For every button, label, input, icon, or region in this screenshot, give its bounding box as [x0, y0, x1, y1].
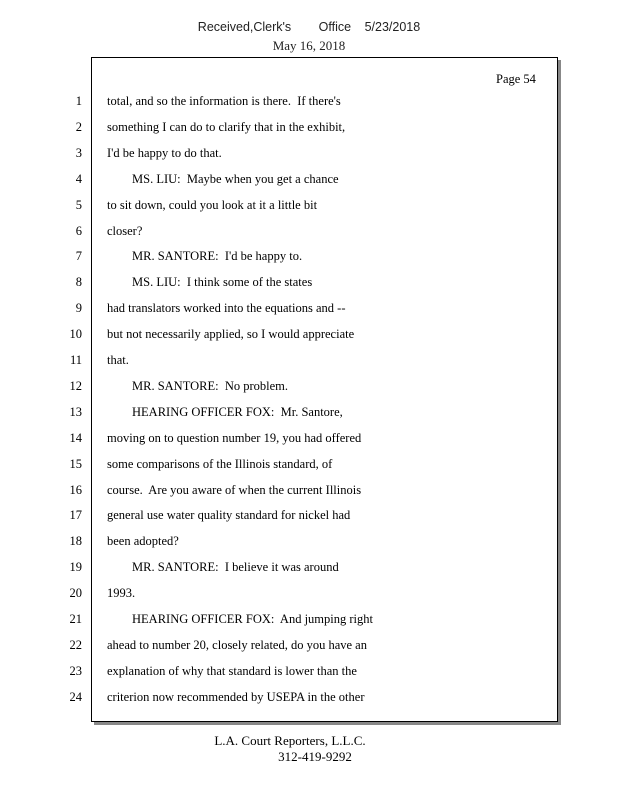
line-text: something I can do to clarify that in the exhibit,	[107, 119, 346, 134]
line-number: 18	[69, 534, 82, 549]
line-text: HEARING OFFICER FOX: Mr. Santore,	[107, 404, 343, 419]
line-number: 24	[69, 689, 82, 704]
line-text: MS. LIU: Maybe when you get a chance	[107, 171, 339, 186]
line-number: 14	[69, 430, 82, 445]
line-text: explanation of why that standard is lower than the	[107, 663, 357, 678]
line-number: 16	[69, 482, 82, 497]
transcript-line	[0, 560, 618, 580]
line-text: 1993.	[107, 586, 136, 601]
line-number: 7	[75, 249, 82, 264]
line-number: 10	[69, 327, 82, 342]
received-date: 5/23/2018	[364, 20, 421, 34]
transcript-line	[0, 275, 618, 295]
received-stamp	[0, 20, 618, 34]
line-text: that.	[107, 353, 129, 367]
line-number: 8	[75, 275, 82, 290]
line-number: 6	[75, 223, 82, 238]
line-text: moving on to question number 19, you had offered	[107, 430, 362, 445]
transcript-line	[0, 172, 618, 192]
transcript-line	[0, 405, 618, 425]
transcript-line	[0, 224, 618, 244]
line-text: course. Are you aware of when the current Illinois	[107, 482, 362, 497]
line-number: 20	[69, 586, 82, 601]
transcript-line	[0, 379, 618, 399]
line-text: MR. SANTORE: I believe it was around	[107, 560, 339, 575]
transcript-line	[0, 483, 618, 503]
transcript-line	[0, 94, 618, 114]
transcript-line	[0, 327, 618, 347]
line-text: some comparisons of the Illinois standard, of	[107, 456, 333, 471]
transcript-line	[0, 120, 618, 140]
line-number: 9	[75, 301, 82, 316]
line-number: 1	[75, 94, 82, 108]
line-number: 2	[75, 119, 82, 134]
footer-company: L.A. Court Reporters, L.L.C.	[214, 733, 366, 748]
line-text: criterion now recommended by USEPA in the other	[107, 689, 365, 704]
line-text: general use water quality standard for nickel had	[107, 508, 351, 523]
transcript-date: May 16, 2018	[272, 38, 346, 53]
transcript-line	[0, 249, 618, 269]
line-text: but not necessarily applied, so I would appreciate	[107, 327, 355, 342]
line-text: to sit down, could you look at it a little bit	[107, 197, 318, 212]
line-number: 19	[69, 560, 82, 575]
transcript-line	[0, 534, 618, 554]
line-text: MR. SANTORE: No problem.	[107, 378, 289, 393]
transcript-line	[0, 146, 618, 166]
transcript-line	[0, 457, 618, 477]
line-number: 3	[75, 145, 82, 160]
line-text: MS. LIU: I think some of the states	[107, 275, 313, 290]
transcript-line	[0, 638, 618, 658]
line-number: 21	[69, 612, 82, 626]
transcript-line	[0, 353, 618, 373]
line-number: 15	[69, 456, 82, 471]
transcript-line	[0, 664, 618, 684]
transcript-line	[0, 431, 618, 451]
line-text: had translators worked into the equations and --	[107, 301, 346, 316]
line-number: 22	[69, 637, 82, 652]
footer-phone: 312-419-9292	[278, 749, 352, 764]
line-text: HEARING OFFICER FOX: And jumping right	[107, 612, 373, 626]
line-text: total, and so the information is there. If there's	[107, 94, 341, 108]
transcript-line	[0, 198, 618, 218]
line-text: been adopted?	[107, 534, 179, 549]
line-number: 4	[75, 171, 82, 186]
transcript-line	[0, 301, 618, 321]
transcript-line	[0, 508, 618, 528]
transcript-line	[0, 586, 618, 606]
office-label: Office	[318, 20, 352, 34]
line-number: 12	[69, 378, 82, 393]
line-number: 17	[69, 508, 82, 523]
line-number: 13	[69, 404, 82, 419]
line-number: 5	[75, 197, 82, 212]
received-label: Received,Clerk's	[197, 20, 292, 34]
line-number: 11	[69, 353, 82, 367]
line-text: ahead to number 20, closely related, do you have an	[107, 637, 367, 652]
line-text: MR. SANTORE: I'd be happy to.	[107, 249, 303, 264]
transcript-line	[0, 612, 618, 632]
line-number: 23	[69, 663, 82, 678]
page-number: Page 54	[496, 72, 536, 86]
line-text: I'd be happy to do that.	[107, 145, 222, 160]
transcript-line	[0, 690, 618, 710]
line-text: closer?	[107, 223, 143, 238]
